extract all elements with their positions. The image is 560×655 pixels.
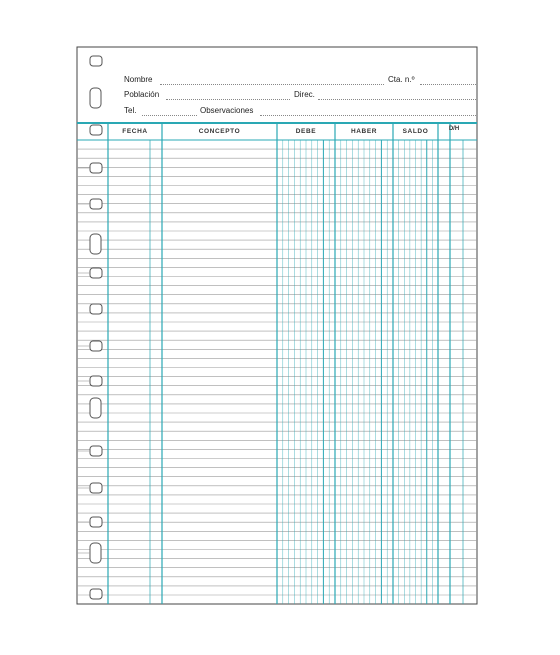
binder-hole [90,125,102,135]
cta-label: Cta. n.º [388,75,415,84]
binder-hole [90,268,102,278]
poblacion-field[interactable] [166,99,290,100]
column-header-fecha: FECHA [122,128,148,135]
binder-hole [90,517,102,527]
column-header-saldo: SALDO [402,128,429,135]
column-header-concepto: CONCEPTO [198,128,241,135]
binder-hole [90,199,102,209]
tel-field[interactable] [142,115,197,116]
direc-label: Direc. [294,90,315,99]
column-header-debe: DEBE [295,128,317,135]
binder-hole [90,341,102,351]
observaciones-label: Observaciones [200,106,254,115]
binder-slot-hole [90,543,101,563]
column-header-dh: D/H [448,126,460,132]
binder-hole [90,483,102,493]
binder-hole [90,163,102,173]
binder-slot-hole [90,88,101,108]
observaciones-field[interactable] [260,115,476,116]
binder-slot-hole [90,234,101,254]
direc-field[interactable] [318,99,476,100]
binder-hole [90,589,102,599]
binder-hole [90,304,102,314]
nombre-field[interactable] [160,84,384,85]
binder-slot-hole [90,398,101,418]
cta-field[interactable] [420,84,476,85]
column-header-haber: HABER [350,128,378,135]
nombre-label: Nombre [124,75,153,84]
binder-hole [90,446,102,456]
poblacion-label: Población [124,90,160,99]
binder-hole [90,56,102,66]
binder-hole [90,376,102,386]
tel-label: Tel. [124,106,137,115]
